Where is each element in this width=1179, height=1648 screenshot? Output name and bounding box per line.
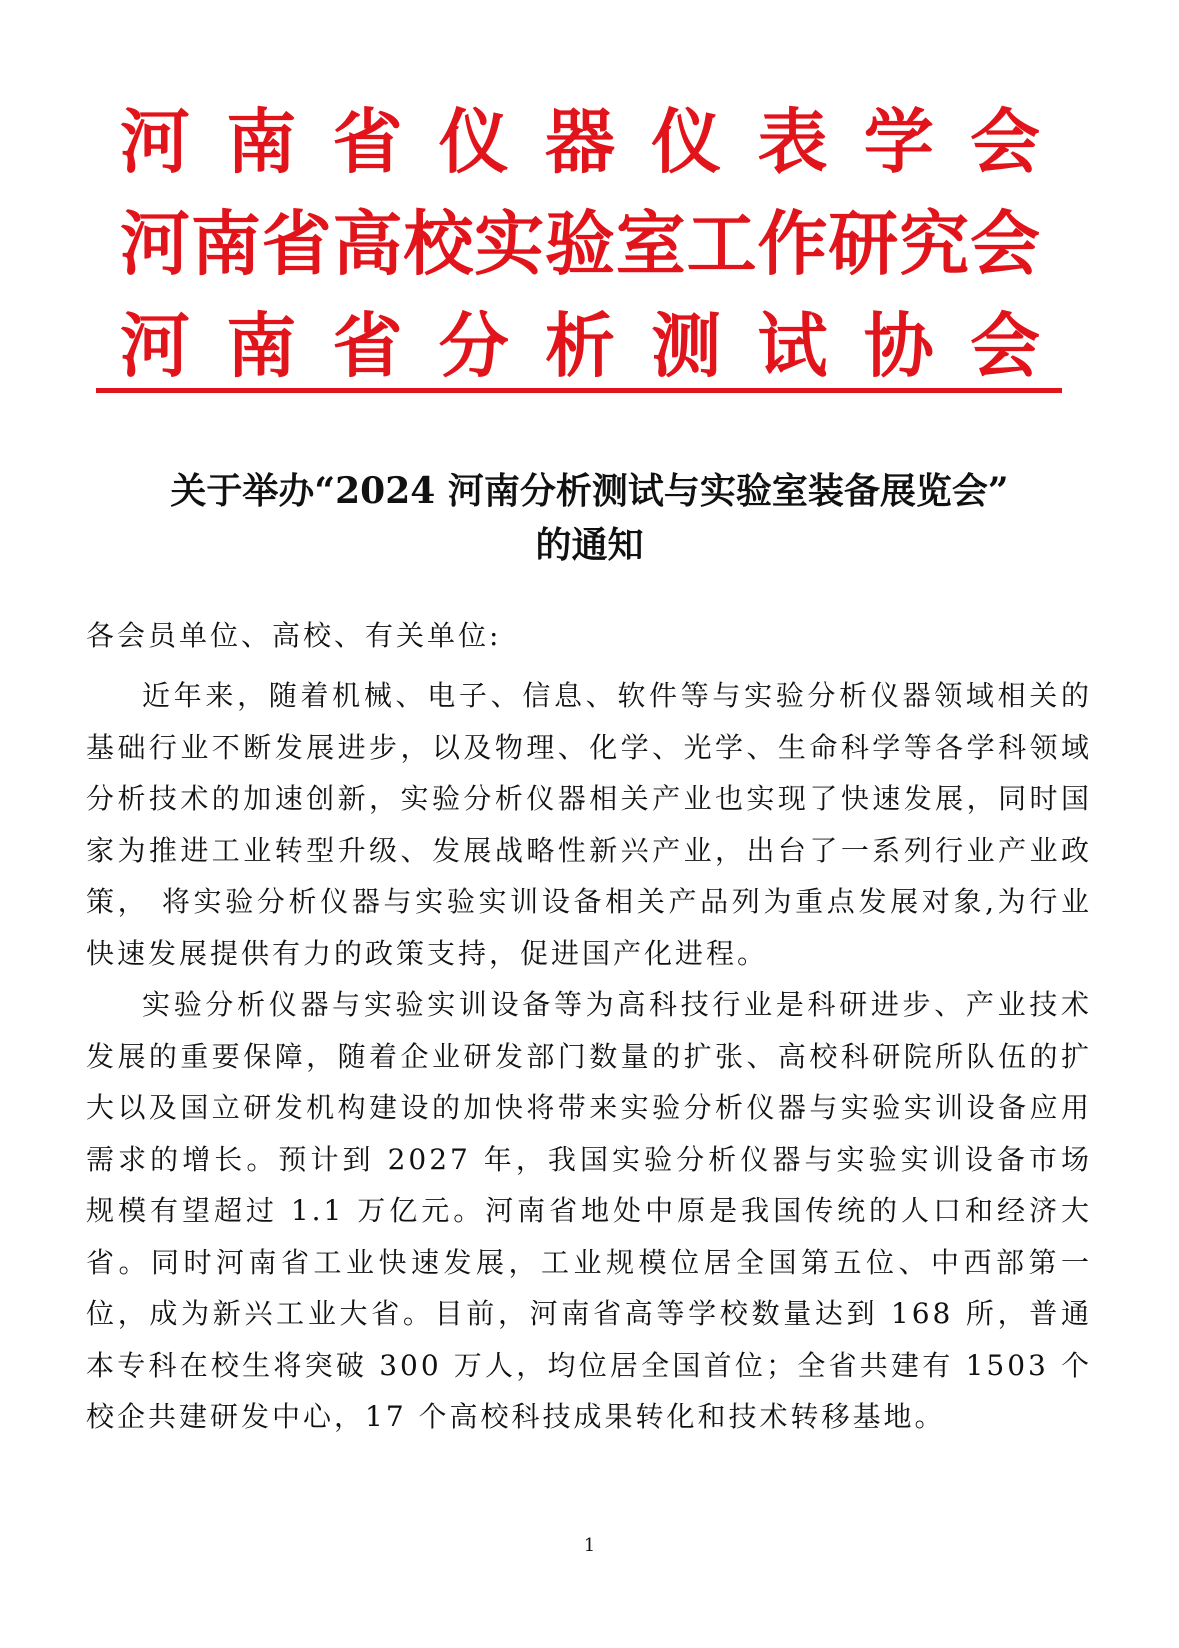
org-char: 南: [190, 203, 261, 285]
org-char: 工: [686, 203, 757, 285]
org-char: 高: [332, 203, 403, 285]
org-char: 析: [545, 305, 615, 387]
org-char: 会: [969, 203, 1040, 285]
org-char: 仪: [438, 101, 509, 183]
org-char: 研: [828, 203, 899, 285]
salutation: 各会员单位、高校、有关单位:: [86, 619, 502, 652]
org-char: 仪: [651, 101, 722, 183]
org-char: 分: [438, 305, 509, 387]
org-name-instrument-society: [120, 96, 1040, 188]
org-char: 河: [120, 305, 190, 387]
org-char: 实: [474, 203, 545, 285]
org-char: 南: [226, 305, 297, 387]
notice-title-line-1: 关于举办“2024 河南分析测试与实验室装备展览会”: [170, 470, 1009, 512]
org-name-analysis-testing-association: [120, 300, 1040, 392]
org-char: 学: [863, 101, 934, 183]
org-char: 会: [970, 101, 1040, 183]
page-number: 1: [583, 1535, 596, 1556]
org-char: 验: [544, 203, 615, 285]
org-char: 作: [757, 203, 828, 285]
org-char: 协: [863, 305, 934, 387]
org-name-university-lab-research-society: [120, 198, 1040, 290]
org-char: 省: [332, 101, 403, 183]
org-char: 器: [545, 101, 615, 183]
org-char: 究: [899, 203, 970, 285]
notice-body: [86, 670, 1092, 1443]
org-char: 南: [226, 101, 297, 183]
org-char: 会: [970, 305, 1040, 387]
body-paragraph-1: 近年来，随着机械、电子、信息、软件等与实验分析仪器领域相关的基础行业不断发展进步，以及物理、化学、光学、生命科学等各学科领域分析技术的加速创新，实验分析仪器相关产业也实现了快速发展，同时国家为推进工业转型升级、发展战略性新兴产业，出台了一系列行业产业政策， 将实验分析仪器与实验实训设备相关产品列为重点发展对象,为行业快速发展提供有力的政策支持，促进国产化进程。: [86, 679, 1092, 970]
letterhead-divider: [96, 388, 1062, 393]
org-char: 测: [651, 305, 722, 387]
notice-title: [0, 464, 1179, 572]
org-char: 室: [615, 203, 686, 285]
org-char: 表: [757, 101, 828, 183]
org-char: 河: [120, 203, 190, 285]
org-char: 校: [403, 203, 474, 285]
org-char: 省: [332, 305, 403, 387]
body-paragraph-2: 实验分析仪器与实验实训设备等为高科技行业是科研进步、产业技术发展的重要保障，随着企业研发部门数量的扩张、高校科研院所队伍的扩大以及国立研发机构建设的加快将带来实验分析仪器与实验实训设备应用需求的增长。预计到 2027 年，我国实验分析仪器与实验实训设备市场规模有望超过 1.1 万亿元。河南省地处中原是我国传统的人口和经济大省。同时河南省工业快速发展，工业规模位居全国第五位、中西部第一位，成为新兴工业大省。目前，河南省高等学校数量达到 168 所，普通本专科在校生将突破 300 万人，均位居全国首位；全省共建有 1503 个校企共建研发中心，17 个高校科技成果转化和技术转移基地。: [86, 988, 1092, 1433]
notice-title-line-2: 的通知: [535, 524, 644, 566]
org-char: 省: [261, 203, 332, 285]
org-char: 试: [757, 305, 828, 387]
org-char: 河: [120, 101, 190, 183]
